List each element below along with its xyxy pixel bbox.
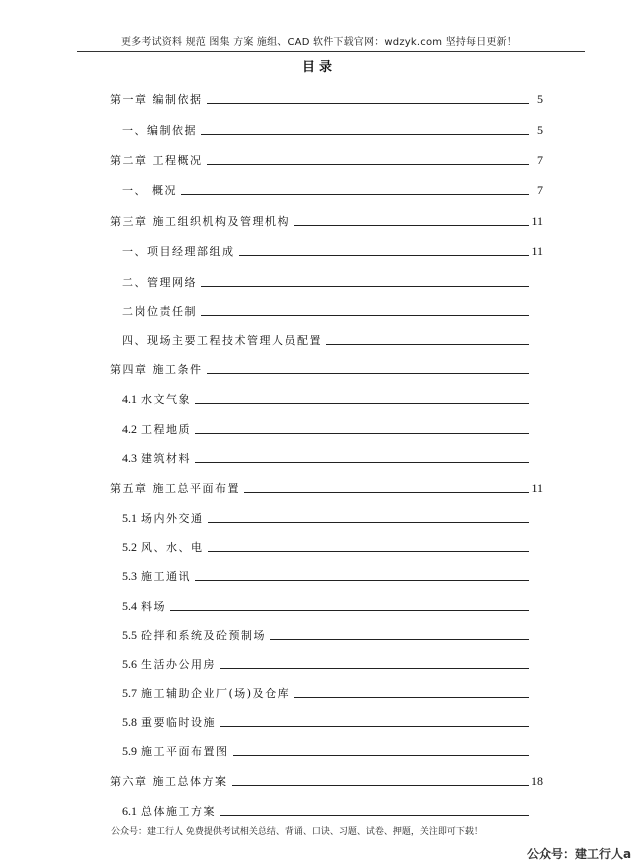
toc-entry-number: 5.6 [122,657,137,671]
toc-leader-line [208,551,530,552]
toc-leader-line [244,492,529,493]
toc-leader-line [208,522,530,523]
toc-entry[interactable] [122,276,543,289]
toc-entry-label: 料场 [141,600,166,613]
toc-entry-label: 施工平面布置图 [141,745,229,758]
toc-entry-page: 5 [537,92,543,106]
toc-entry-number: 5.9 [122,744,137,758]
toc-entry[interactable] [110,775,543,788]
toc-entry-label: 工程地质 [141,423,191,436]
toc-entry[interactable] [122,305,543,318]
toc-entry[interactable] [122,805,543,818]
toc-entry[interactable] [122,124,543,137]
toc-leader-line [220,815,529,816]
toc-leader-line [220,726,529,727]
toc-entry[interactable] [122,334,543,347]
toc-entry[interactable] [110,215,543,228]
toc-entry-page: 11 [531,214,543,228]
toc-entry[interactable] [122,687,543,700]
toc-entry[interactable] [122,600,543,613]
page-header: 更多考试资料 规范 图集 方案 施组、CAD 软件下载官网：wdzyk.com 坚持每日更新！ [120,37,517,48]
toc-leader-line [207,373,530,374]
toc-entry[interactable] [122,745,543,758]
toc-entry-label: 一、 概况 [122,184,177,197]
toc-entry-label: 四、现场主要工程技术管理人员配置 [122,334,322,347]
toc-entry-number: 5.1 [122,511,137,525]
toc-entry-page: 11 [531,481,543,495]
toc-entry[interactable] [122,512,543,525]
toc-entry-label: 水文气象 [141,393,191,406]
toc-entry[interactable] [110,154,543,167]
toc-entry[interactable] [122,570,543,583]
toc-entry[interactable] [122,658,543,671]
toc-entry-label: 二岗位责任制 [122,305,197,318]
toc-entry-label: 一、项目经理部组成 [122,245,235,258]
toc-entry-label: 一、编制依据 [122,124,197,137]
toc-entry-page: 11 [531,244,543,258]
toc-entry-label: 第二章 工程概况 [110,154,203,167]
toc-entry-number: 5.7 [122,686,137,700]
toc-leader-line [233,755,530,756]
page-title: 目录 [301,60,336,75]
toc-entry[interactable] [122,184,543,197]
page-footer: 公众号：建工行人 免费提供考试相关总结、背诵、口诀、习题、试卷、押题，关注即可下载！ [111,827,483,837]
toc-entry-number: 4.3 [122,451,137,465]
toc-entry-page: 7 [537,183,543,197]
toc-entry-label: 施工辅助企业厂(场)及仓库 [141,687,291,700]
toc-entry-number: 4.1 [122,392,137,406]
toc-entry-label: 第四章 施工条件 [110,363,203,376]
toc-entry-number: 5.2 [122,540,137,554]
toc-entry-label: 砼拌和系统及砼预制场 [141,629,266,642]
toc-entry[interactable] [122,245,543,258]
toc-entry-label: 第六章 施工总体方案 [110,775,228,788]
toc-entry-number: 5.4 [122,599,137,613]
toc-entry[interactable] [122,716,543,729]
toc-entry-label: 重要临时设施 [141,716,216,729]
toc-entry[interactable] [122,452,543,465]
toc-leader-line [201,134,529,135]
toc-leader-line [270,639,529,640]
toc-leader-line [294,225,529,226]
toc-entry-label: 二、管理网络 [122,276,197,289]
toc-leader-line [170,610,529,611]
toc-entry-page: 18 [531,774,543,788]
toc-leader-line [239,255,530,256]
toc-entry-label: 场内外交通 [141,512,204,525]
toc-entry-label: 风、水、电 [141,541,204,554]
toc-entry-page: 7 [537,153,543,167]
toc-leader-line [195,580,529,581]
toc-entry-label: 第一章 编制依据 [110,93,203,106]
toc-entry-number: 4.2 [122,422,137,436]
toc-leader-line [220,668,529,669]
toc-entry[interactable] [110,363,543,376]
toc-leader-line [294,697,529,698]
toc-leader-line [207,164,530,165]
toc-leader-line [181,194,529,195]
toc-leader-line [326,344,529,345]
toc-entry[interactable] [122,629,543,642]
toc-entry[interactable] [122,393,543,406]
toc-leader-line [195,403,529,404]
toc-entry[interactable] [110,482,543,495]
toc-entry[interactable] [110,93,543,106]
toc-entry-number: 5.8 [122,715,137,729]
toc-entry-number: 5.5 [122,628,137,642]
toc-leader-line [195,433,529,434]
toc-entry-label: 施工通讯 [141,570,191,583]
toc-leader-line [195,462,529,463]
toc-entry-page: 5 [537,123,543,137]
toc-leader-line [207,103,530,104]
watermark-text: 公众号：建工行人a [527,847,632,861]
toc-entry-label: 第五章 施工总平面布置 [110,482,240,495]
toc-entry-label: 总体施工方案 [141,805,216,818]
toc-leader-line [201,315,529,316]
toc-leader-line [201,286,529,287]
toc-entry-label: 第三章 施工组织机构及管理机构 [110,215,290,228]
toc-entry[interactable] [122,541,543,554]
toc-leader-line [232,785,530,786]
toc-entry[interactable] [122,423,543,436]
toc-entry-number: 6.1 [122,804,137,818]
toc-entry-label: 生活办公用房 [141,658,216,671]
toc-entry-number: 5.3 [122,569,137,583]
toc-entry-label: 建筑材料 [141,452,191,465]
